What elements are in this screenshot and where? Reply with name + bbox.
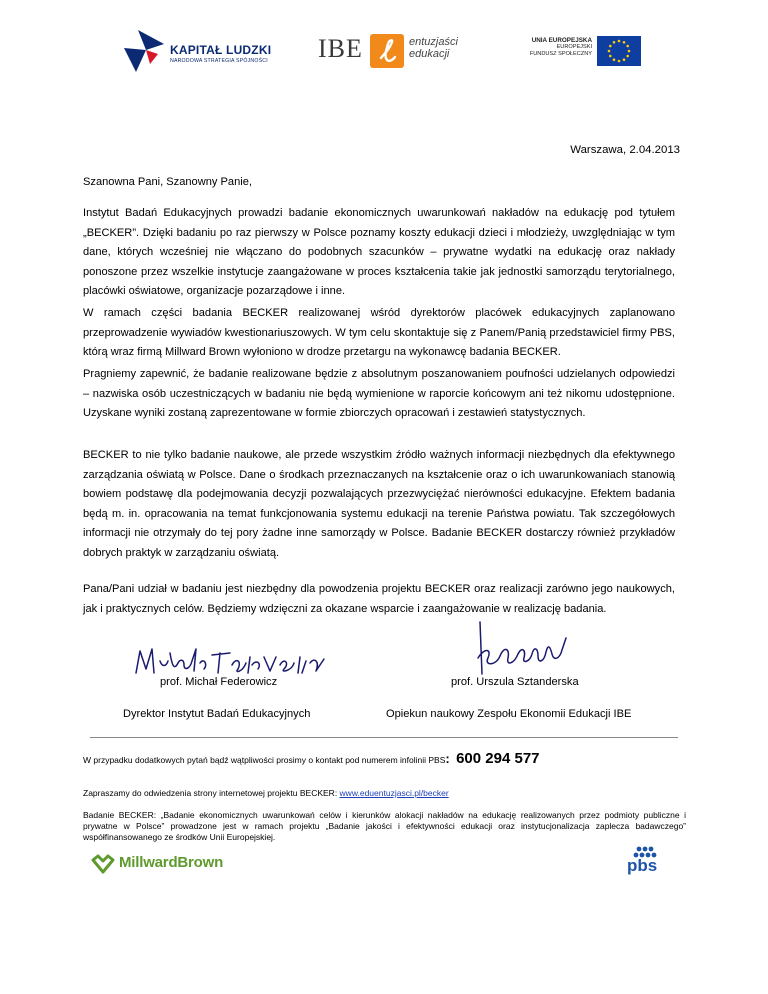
project-note: Badanie BECKER: „Badanie ekonomicznych uwarunkowań celów i kierunków alokacji nakładów na edukację realizowanych przez podmioty publiczne i prywatne w Polsce” prowadzone jest w ramach projektu „Badanie jakości i efektywności edukacji oraz instytucjonalizacja zaplecza badawczego” współfinansowanego ze środków Unii Europejskiej. [83, 810, 686, 842]
letter-greeting: Szanowna Pani, Szanowny Panie, [83, 176, 252, 188]
paragraph-5: Pana/Pani udział w badaniu jest niezbędny dla powodzenia projektu BECKER oraz realizacji zarówno jego naukowych, jak i praktycznych celów. Będziemy wdzięczni za okazane wsparcie i zaangażowanie w realizację badania. [83, 583, 675, 615]
signatory-2-name: prof. Urszula Sztanderska [451, 676, 579, 688]
entuzjasci-line1: entuzjaści [409, 36, 458, 48]
entuzjasci-emblem-icon [370, 34, 404, 68]
paragraph-4: BECKER to nie tylko badanie naukowe, ale przede wszystkim źródło ważnych informacji niezbędnych dla efektywnego zarządzania oświatą w Polsce. Dane o środkach przeznaczanych na kształcenie oraz o ich uwarunkowaniach stanowią bowiem podstawę dla podejmowania decyzji pozwalających przezwyciężać nierówności edukacyjne. Efektem badania będą m. in. opracowania na temat funkcjonowania systemu edukacji na terenie Państwa powiatu. Tak szczegółowych informacji nie otrzymały do tej pory żadne inne samorządy w Polsce. Badanie BECKER dostarczy również przykładów dobrych praktyk w zarządzaniu oświatą. [83, 449, 675, 559]
paragraph-2: W ramach części badania BECKER realizowanej wśród dyrektorów placówek edukacyjnych zaplanowano przeprowadzenie wywiadów kwestionariuszowych. W tym celu skontaktuje się z Panem/Panią przedstawiciel firmy PBS, którą wraz firmą Millward Brown wyłoniono w drodze przetargu na wykonawcę badania BECKER. [83, 307, 675, 358]
millward-brown-logo [91, 852, 241, 876]
visit-line [83, 788, 449, 799]
footer-divider [90, 737, 678, 738]
project-website-link[interactable]: www.eduentuzjasci.pl/becker [339, 788, 449, 798]
signatory-1-name: prof. Michał Federowicz [160, 676, 278, 688]
visit-text: Zapraszamy do odwiedzenia strony internetowej projektu BECKER: [83, 788, 340, 798]
paragraph-3: Pragniemy zapewnić, że badanie realizowane będzie z absolutnym poszanowaniem poufności udzielanych odpowiedzi – nazwiska osób uczestniczących w badaniu nie będą wymienione w raporcie końcowym ani też nikomu udostępnione. Uzyskane wyniki zostaną zaprezentowane w formie zbiorczych opracowań i zestawień statystycznych. [83, 368, 675, 419]
letter-date: Warszawa, 2.04.2013 [570, 144, 680, 156]
entuzjasci-line2: edukacji [409, 48, 450, 60]
ibe-logo [318, 32, 468, 72]
eu-logo [520, 36, 642, 66]
eu-line3: FUNDUSZ SPOŁECZNY [529, 51, 592, 57]
eu-title: UNIA EUROPEJSKA [531, 37, 592, 44]
contact-colon: : [445, 751, 450, 766]
contact-line [83, 750, 540, 767]
paragraph-1: Instytut Badań Edukacyjnych prowadzi badanie ekonomicznych uwarunkowań nakładów na edukację pod tytułem „BECKER”. Dzięki badaniu po raz pierwszy w Polsce poznamy koszty edukacji dzieci i młodzieży, uwzględniając w tym dane, których wcześniej nie włączano do podobnych szacunków – prywatne wydatki na edukację oraz nakłady ponoszone przez wszelkie instytucje zaangażowane w proces kształcenia takie jak jednostki samorządu terytorialnego, placówki oświatowe, organizacje pozarządowe i inne. [83, 207, 675, 297]
kapital-ludzki-title: KAPITAŁ LUDZKI [170, 43, 272, 57]
ibe-logo-text: IBE [318, 34, 363, 63]
eu-text-block [520, 37, 592, 58]
kapital-ludzki-subtitle: NARODOWA STRATEGIA SPÓJNOŚCI [170, 58, 268, 64]
signatory-2-role: Opiekun naukowy Zespołu Ekonomii Edukacji IBE [386, 708, 632, 720]
eu-flag-icon [597, 36, 641, 66]
millward-brown-emblem-icon [91, 854, 115, 874]
signature-federowicz [134, 643, 334, 679]
pbs-wordmark: pbs [627, 856, 658, 875]
millward-brown-wordmark: MillwardBrown [119, 854, 224, 871]
signatory-1-role: Dyrektor Instytut Badań Edukacyjnych [123, 708, 311, 720]
kapital-ludzki-logo [124, 30, 274, 72]
eu-line2: EUROPEJSKI [556, 44, 592, 50]
pbs-logo [625, 846, 669, 880]
contact-text: W przypadku dodatkowych pytań bądź wątpliwości prosimy o kontakt pod numerem infolinii PBS [83, 755, 446, 765]
signature-sztanderska [470, 618, 580, 676]
infoline-phone: 600 294 577 [456, 750, 540, 767]
kapital-ludzki-emblem-icon [124, 30, 164, 72]
